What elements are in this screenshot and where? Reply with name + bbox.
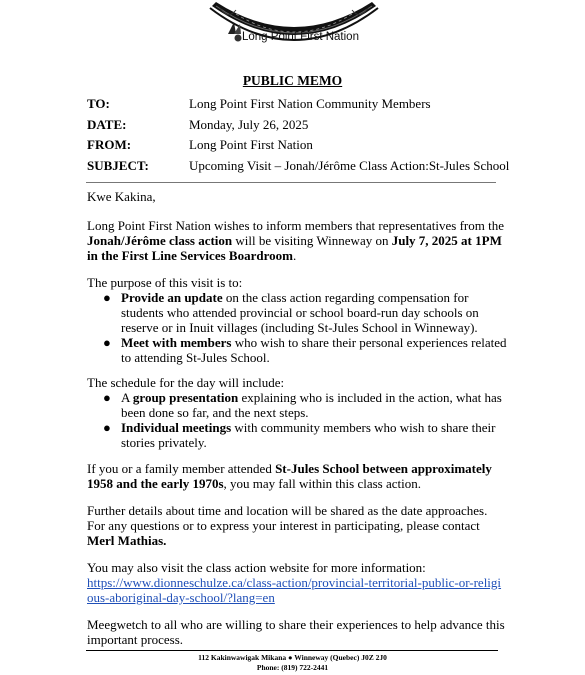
purpose-item-bold: Meet with members (121, 335, 232, 350)
purpose-list (87, 290, 507, 365)
subject-label: SUBJECT: (87, 158, 149, 173)
purpose-item-text: on the class action regarding compensation for students who attended provincial or school board-run day schools on reserve or in Inuit villages (including St-Jules School in Winneway). (121, 290, 479, 335)
contact-name: Merl Mathias. (87, 533, 167, 548)
footer-divider (86, 650, 498, 651)
eligibility-bold: St-Jules School between approximately 1958 and the early 1970s (87, 461, 492, 491)
eligibility-text-2: , you may fall within this class action. (223, 476, 421, 491)
intro-text-3: . (292, 248, 297, 263)
to-value: Long Point First Nation Community Members (189, 96, 431, 111)
footer-address: 112 Kakinwawigak Mikana ● Winneway (Quebec) J0Z 2J0 (198, 653, 387, 662)
schedule-item-text: with community members who wish to share their stories privately. (121, 420, 496, 450)
from-value: Long Point First Nation (189, 137, 313, 152)
eligibility-paragraph (87, 461, 507, 491)
bullet-icon: ● (103, 290, 111, 305)
list-item (87, 290, 507, 335)
date-label: DATE: (87, 117, 127, 132)
purpose-item-bold: Provide an update (121, 290, 223, 305)
schedule-item-pre: A (121, 390, 133, 405)
schedule-list (87, 390, 507, 450)
details-line-2 (87, 518, 507, 548)
intro-paragraph (87, 218, 507, 263)
intro-bold-2: July 7, 2025 at 1PM in the First Line Services Boardroom (87, 233, 502, 263)
details-paragraph (87, 503, 507, 548)
schedule-item-bold: group presentation (132, 390, 239, 405)
list-item (87, 420, 507, 450)
schedule-lead: The schedule for the day will include: (87, 375, 285, 390)
bullet-icon: ● (103, 335, 111, 350)
website-paragraph (87, 560, 507, 605)
list-item (87, 390, 507, 420)
greeting: Kwe Kakina, (87, 189, 156, 204)
purpose-item-text: who wish to share their personal experiences related to attending St-Jules School. (121, 335, 507, 365)
details-line-1: Further details about time and location will be shared as the date approaches. (87, 503, 488, 518)
intro-bold-1: Jonah/Jérôme class action (87, 233, 233, 248)
schedule-item-text: explaining who is included in the action, what has been done so far, and the next steps. (121, 390, 502, 420)
details-text-2: For any questions or to express your interest in participating, please contact (87, 518, 480, 533)
logo-text: Long Point First Nation (242, 31, 359, 43)
from-label: FROM: (87, 137, 132, 152)
bullet-icon: ● (103, 420, 111, 435)
closing-paragraph: Meegwetch to all who are willing to share their experiences to help advance this important process. (87, 617, 505, 647)
logo (206, 0, 382, 62)
list-item (87, 335, 507, 365)
date-value: Monday, July 26, 2025 (189, 117, 309, 132)
website-lead: You may also visit the class action website for more information: (87, 560, 426, 575)
eligibility-text-1: If you or a family member attended (87, 461, 276, 476)
header-divider (86, 182, 496, 183)
subject-value: Upcoming Visit – Jonah/Jérôme Class Action:St-Jules School (189, 158, 510, 173)
footer-phone: Phone: (819) 722-2441 (256, 663, 329, 672)
to-label: TO: (87, 96, 110, 111)
schedule-item-bold: Individual meetings (121, 420, 232, 435)
memo-title: PUBLIC MEMO (242, 73, 343, 88)
intro-text-1: Long Point First Nation wishes to inform members that representatives from the (87, 218, 505, 233)
intro-text-2: will be visiting Winneway on (232, 233, 392, 248)
bullet-icon: ● (103, 390, 111, 405)
purpose-lead: The purpose of this visit is to: (87, 275, 243, 290)
class-action-website-link[interactable]: https://www.dionneschulze.ca/class-action/provincial-territorial-public-or-religious-aboriginal-day-school/?lang=en (87, 575, 502, 605)
